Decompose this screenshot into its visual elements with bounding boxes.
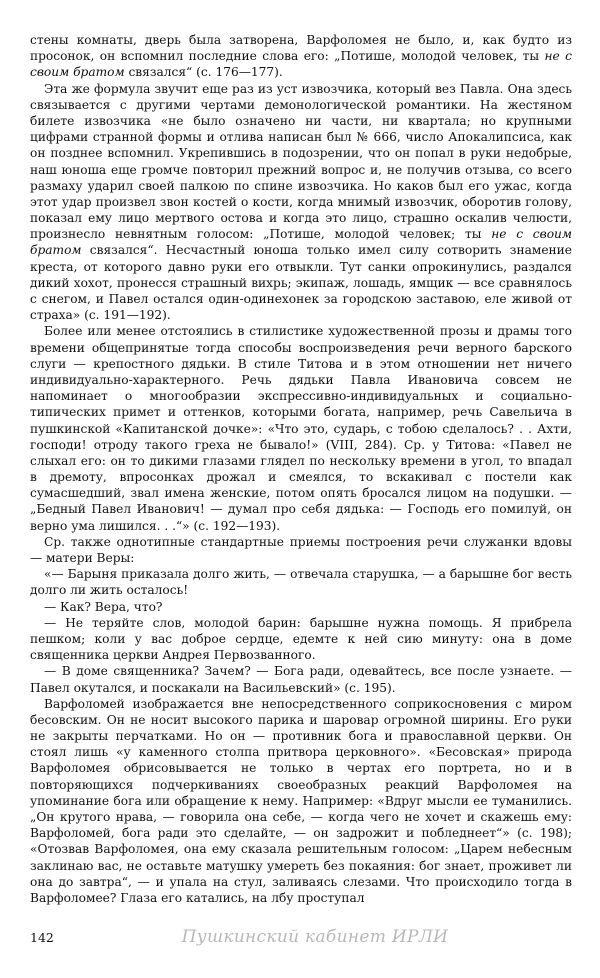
paragraph [30,663,572,695]
text-run: — Как? Вера, что? [44,599,163,614]
text-run: связался“. Несчастный юноша только имел силу сотворить знамение креста, от которого давно руки его отвыкли. Тут санки опрокинулись, раздался дикий хохот, пронесся страшный вихрь; экипаж, лошадь, ямщик — все сравнялось с снегом, и Павел остался один-одинехонек за городскою заставою, еле живой от страха» (с. 191—192). [30,243,572,323]
paragraph [30,696,572,906]
text-run: Более или менее отстоялись в стилистике художественной прозы и драмы того времени общепринятые тогда способы воспроизведения речи верного барского слуги — крепостного дядьки. В стиле Титова и в этом отношении нет ничего индивидуально-характерного. Речь дядьки Павла Ивановича совсем не напоминает о многообразии экспрессивно-индивидуальных и социально-типических примет и оттенков, которыми богата, например, речь Савельича в пушкинской «Капитанской дочке»: «Что это, сударь, с тобою сделалось? . . Ахти, господи! отроду такого греха не бывало!» (VIII, 284). Ср. у Титова: «Павел не слыхал его: он то дикими глазами глядел по нескольку времени в угол, то впадал в дремоту, впросонках дрожал и смеялся, то вскакивал с постели как сумасшедший, звал имена женские, потом опять бросался лицом на подушки. — „Бедный Павел Иванович! — думал про себя дядька: — Господь его помилуй, он верно ума лишился. . .“» (с. 192—193). [30,324,572,533]
italic-phrase: не с своим братом [30,227,572,258]
library-watermark: Пушкинский кабинет ИРЛИ [181,927,449,947]
text-run: — В доме священника? Зачем? — Бога ради, одевайтесь, все после узнаете. — Павел окутался, и поскакали на Васильевский» (с. 195). [30,664,572,695]
text-run: Варфоломей изображается вне непосредственного соприкосновения с миром бесовским. Он не носит высокого парика и шаровар огромной ширины. Его руки не закрыты перчатками. Но он — противник бога и православной церкви. Он стоял лишь «у каменного столпа притвора церковного». «Бесовская» природа Варфоломея обрисовывается не только в чертах его портрета, но и в повторяющихся подчеркиваниях своеобразных реакций Варфоломея на упоминание бога или обращение к нему. Например: «Вдруг мысли ее туманились. „Он крутого нрава, — говорила она себе, — когда чего не хочет и скажешь ему: Варфоломей, бога ради это сделайте, — он задрожит и побледнеет“» (с. 198); «Отозвав Варфоломея, она ему сказала решительным голосом: „Царем небесным заклинаю вас, не оставьте матушку умереть без покаяния: бог знает, проживет ли она до завтра“, — и упала на стул, заливаясь слезами. Что происходило тогда в Варфоломее? Глаза его катались, на лбу проступал [30,696,572,905]
text-run: Эта же формула звучит еще раз из уст извозчика, который вез Павла. Она здесь связывается с другими чертами демонологической романтики. На жестяном билете извозчика «не было означено ни части, ни квартала; но крупными цифрами странной формы и отлива написан был № 666, число Апокалипсиса, как он позднее вспомнил. Укрепившись в подозрении, что он попал в руки недобрые, наш юноша еще громче повторил прежний вопрос и, не получив отзыва, со всего размаху ударил своей палкою по спине извозчика. Но каков был его ужас, когда этот удар произвел звон костей о кости, когда мнимый извозчик, оборотив голову, показал ему лицо мертвого остова и когда это лицо, страшно оскалив челюсти, произнесло невнятным голосом: „Потише, молодой человек; ты [30,81,572,242]
text-run: «— Барыня приказала долго жить, — отвечала старушка, — а барышне бог весть долго ли жить осталось! [30,567,572,598]
italic-phrase: не с своим братом [30,49,572,80]
text-run: — Не теряйте слов, молодой барин: барышне нужна помощь. Я прибрела пешком; коли у вас доброе сердце, едемте к ней сию минуту: она в доме священника церкви Андрея Первозванного. [30,615,572,663]
page-number: 142 [30,930,54,945]
paragraph [30,599,572,615]
paragraph [30,323,572,533]
paragraph [30,81,572,324]
body-text [30,32,572,906]
text-run: Ср. также однотипные стандартные приемы построения речи служанки вдовы — матери Веры: [30,534,572,565]
paragraph [30,534,572,566]
text-run: стены комнаты, дверь была затворена, Варфоломея не было, и, как будто из просонок, он вспомнил последние слова его: „Потише, молодой человек, ты [30,33,572,64]
paragraph [30,615,572,664]
text-run: связался“ (с. 176—177). [124,65,283,80]
paragraph [30,32,572,81]
page-footer [30,927,572,954]
paragraph [30,566,572,598]
